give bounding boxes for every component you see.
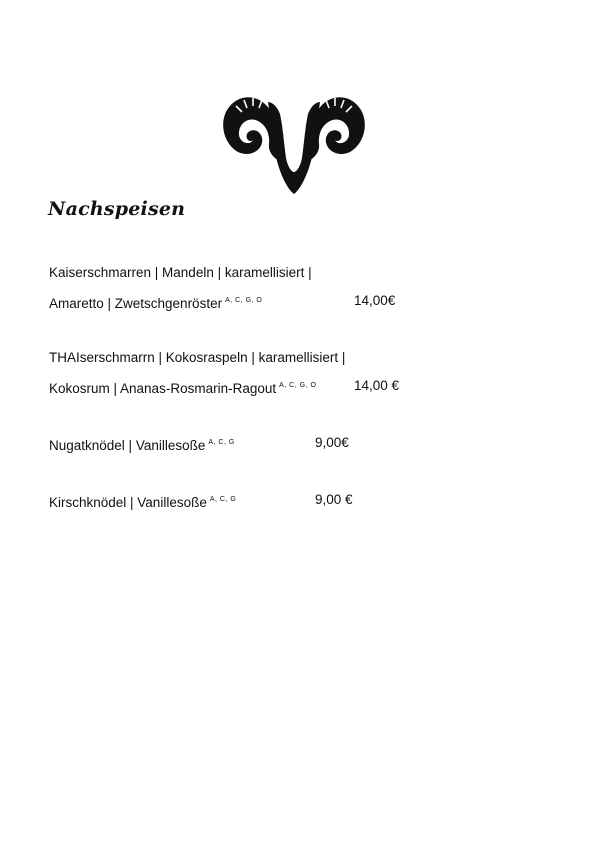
menu-item-3-line1 — [49, 435, 235, 454]
menu-item-3-allergens: A, C, G — [208, 439, 235, 446]
menu-item-2-line1: THAIserschmarrn | Kokosraspeln | karamellisiert | — [49, 350, 346, 365]
menu-item-2-text: Kokosrum | Ananas-Rosmarin-Ragout — [49, 381, 277, 396]
menu-item-1-allergens: A, C, G, O — [225, 297, 263, 304]
menu-item-1-text: Amaretto | Zwetschgenröster — [49, 296, 223, 311]
menu-item-3-price: 9,00€ — [315, 435, 349, 450]
menu-item-4-allergens: A, C, G — [209, 496, 237, 503]
menu-item-4-line1 — [49, 492, 236, 511]
menu-item-1-line2 — [49, 293, 262, 312]
section-title: Nachspeisen — [48, 198, 186, 220]
menu-item-1-line1: Kaiserschmarren | Mandeln | karamellisiert | — [49, 265, 312, 280]
menu-item-2-allergens: A, C, G, O — [279, 382, 317, 389]
menu-item-2-price: 14,00 € — [354, 378, 400, 393]
menu-item-1-price: 14,00€ — [354, 293, 396, 308]
menu-item-4-price: 9,00 € — [315, 492, 353, 507]
menu-item-2-line2 — [49, 378, 316, 397]
ram-horns-icon — [220, 88, 368, 196]
menu-item-4-text: Kirschknödel | Vanillesoße — [49, 495, 207, 510]
menu-item-3-text: Nugatknödel | Vanillesoße — [49, 438, 206, 453]
